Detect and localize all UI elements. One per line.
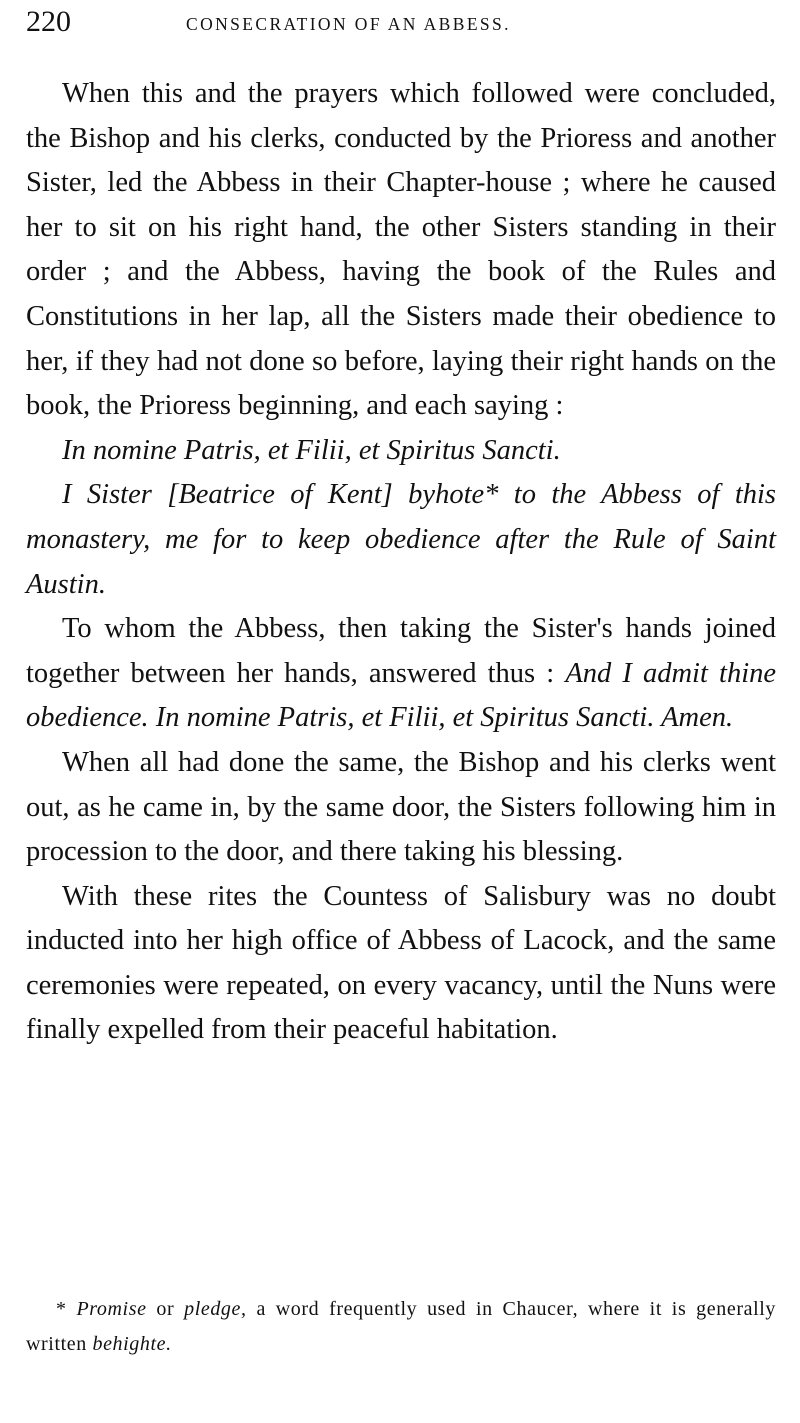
footnote-term-promise: Promise	[76, 1298, 147, 1320]
paragraph-6: With these rites the Countess of Salisbury was no doubt inducted into her high office of Abbess of Lacock, and the same ceremonies were repeated, on every vacancy, until the Nuns were finally expelled from their peaceful habitation.	[26, 880, 776, 1046]
footnote-or: or	[156, 1298, 175, 1320]
footnote-text	[26, 1292, 776, 1362]
paragraph-5: When all had done the same, the Bishop and his clerks went out, as he came in, by the same door, the Sisters following him in procession to the door, and there taking his blessing.	[26, 746, 776, 868]
footnote	[26, 1292, 776, 1362]
paragraph-latin-invocation: In nomine Patris, et Filii, et Spiritus Sancti.	[62, 434, 561, 466]
footnote-body: a word frequently used in Chaucer, where it is generally written	[26, 1298, 776, 1355]
paragraph-1: When this and the prayers which followed were concluded, the Bishop and his clerks, conducted by the Prioress and another Sister, led the Abbess in their Chapter-house ; where he caused her to sit on his right hand, the other Sisters standing in their order ; and the Abbess, having the book of the Rules and Constitutions in her lap, all the Sisters made their obedience to her, if they had not done so before, laying their right hands on the book, the Prioress beginning, and each saying :	[26, 78, 776, 422]
running-head: CONSECRATION OF AN ABBESS.	[186, 14, 511, 34]
answer-intro: To whom the Abbess, then taking the Sister's hands joined together between her hands, answered thus :	[26, 613, 776, 689]
answer-latin: And I admit thine obedience. In nomine Patris, et Filii, et Spiritus Sancti. Amen.	[26, 657, 777, 734]
footnote-marker: *	[56, 1298, 67, 1320]
footnote-term-behighte: behighte.	[92, 1333, 172, 1355]
footnote-term-pledge: pledge,	[184, 1298, 247, 1320]
paragraph-oath: I Sister [Beatrice of Kent] byhote* to the Abbess of this monastery, me for to keep obedience after the Rule of Saint Austin.	[26, 479, 776, 600]
page-header	[26, 0, 776, 44]
paragraph-abbess-answer	[26, 607, 776, 741]
page-number: 220	[26, 5, 71, 38]
body-text	[26, 72, 776, 1053]
